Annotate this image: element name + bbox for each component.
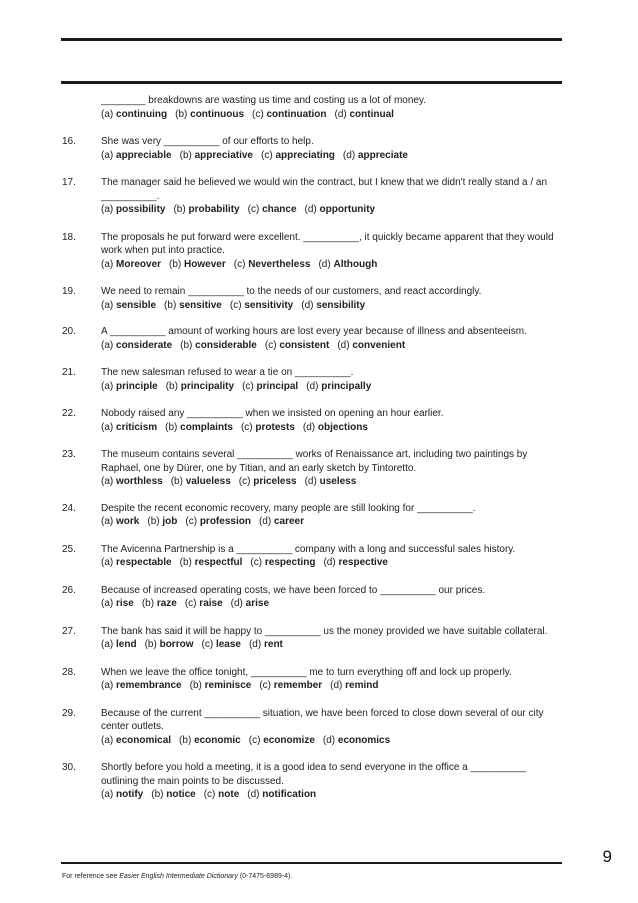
option-letter: (d) xyxy=(247,789,260,800)
question-stem: The new salesman refused to wear a tie on __________. xyxy=(101,367,354,378)
answer-option xyxy=(165,422,233,433)
answer-option xyxy=(101,204,165,215)
option-letter: (d) xyxy=(342,149,356,161)
option-letter: (a) xyxy=(101,598,114,609)
question-stem: She was very __________ of our efforts to help. xyxy=(101,136,314,147)
option-word: appreciative xyxy=(194,149,253,161)
answer-options xyxy=(101,380,562,394)
footer-prefix: For reference see xyxy=(62,873,120,880)
question-item xyxy=(62,135,562,162)
option-word: considerable xyxy=(195,339,257,351)
option-word: raise xyxy=(199,598,223,609)
option-word: notice xyxy=(166,789,196,800)
option-letter: (c) xyxy=(264,339,277,351)
option-letter: (d) xyxy=(334,108,347,120)
question-item xyxy=(62,94,562,121)
option-letter: (c) xyxy=(238,476,251,487)
option-word: possibility xyxy=(116,204,166,215)
question-item xyxy=(62,584,562,611)
question-stem: The museum contains several __________ works of Renaissance art, including two paintings by Raphael, one by Dürer, one by Titian, and an early sketch by Tintoretto. xyxy=(101,449,531,474)
option-word: opportunity xyxy=(319,204,376,215)
option-word: appreciating xyxy=(275,149,335,161)
option-letter: (d) xyxy=(323,557,336,568)
option-word: economize xyxy=(263,734,315,746)
option-letter: (d) xyxy=(230,598,243,609)
option-letter: (a) xyxy=(101,680,114,691)
question-item xyxy=(62,325,562,352)
answer-option xyxy=(145,639,194,650)
question-item xyxy=(62,761,562,802)
option-word: note xyxy=(218,789,240,800)
option-word: reminisce xyxy=(204,680,252,691)
footer-suffix: (0-7475-6989-4). xyxy=(237,873,293,880)
answer-option xyxy=(101,476,163,487)
option-word: principal xyxy=(256,380,299,392)
option-letter: (b) xyxy=(164,299,177,311)
option-letter: (b) xyxy=(175,108,188,120)
answer-option xyxy=(101,557,172,568)
option-letter: (d) xyxy=(337,339,350,351)
answer-option xyxy=(101,735,171,746)
answer-option xyxy=(101,150,172,161)
answer-option xyxy=(101,381,158,392)
option-letter: (c) xyxy=(248,734,261,746)
answer-option xyxy=(231,598,269,609)
question-number: 20. xyxy=(62,326,76,337)
option-letter: (c) xyxy=(229,299,242,311)
question-item xyxy=(62,231,562,272)
option-letter: (b) xyxy=(144,639,157,650)
option-word: remembrance xyxy=(116,680,182,691)
option-word: sensitive xyxy=(179,299,222,311)
option-letter: (a) xyxy=(101,204,114,215)
option-letter: (c) xyxy=(250,557,263,568)
question-number: 27. xyxy=(62,625,76,637)
answer-option xyxy=(204,789,240,800)
option-word: convenient xyxy=(352,339,406,351)
option-word: job xyxy=(162,516,178,527)
option-word: arise xyxy=(245,598,270,609)
answer-option xyxy=(249,735,315,746)
question-stem: Nobody raised any __________ when we insisted on opening an hour earlier. xyxy=(101,408,444,419)
question-number: 23. xyxy=(62,449,76,460)
answer-option xyxy=(185,516,251,527)
option-letter: (c) xyxy=(252,108,264,120)
answer-option xyxy=(330,680,378,691)
question-list xyxy=(62,94,562,802)
option-word: raze xyxy=(156,598,177,609)
footer-book-title: Easier English Intermediate Dictionary xyxy=(119,873,238,880)
option-word: However xyxy=(184,258,226,270)
answer-option xyxy=(179,735,241,746)
option-word: probability xyxy=(188,204,240,215)
question-stem: We need to remain __________ to the needs of our customers, and react accordingly. xyxy=(101,286,482,297)
option-letter: (d) xyxy=(248,639,262,650)
answer-options xyxy=(101,149,562,163)
answer-option xyxy=(180,340,257,351)
option-word: economic xyxy=(194,734,241,746)
answer-option xyxy=(249,639,283,650)
option-letter: (b) xyxy=(179,734,192,746)
question-stem: A __________ amount of working hours are lost every year because of illness and absenteeism. xyxy=(101,326,527,337)
answer-option xyxy=(259,516,304,527)
option-letter: (a) xyxy=(101,108,114,120)
option-letter: (a) xyxy=(101,380,114,392)
answer-options xyxy=(101,421,562,435)
question-stem: When we leave the office tonight, __________ me to turn everything off and lock up properly. xyxy=(101,666,512,678)
option-word: priceless xyxy=(253,476,297,487)
option-letter: (a) xyxy=(101,149,114,161)
answer-option xyxy=(142,598,177,609)
option-letter: (b) xyxy=(169,258,182,270)
answer-option xyxy=(169,259,226,270)
option-letter: (c) xyxy=(203,789,216,800)
answer-option xyxy=(247,789,316,800)
option-letter: (c) xyxy=(261,149,273,161)
answer-option xyxy=(323,557,388,568)
option-letter: (b) xyxy=(165,380,178,392)
option-letter: (b) xyxy=(147,516,160,527)
answer-option xyxy=(250,557,315,568)
option-word: economical xyxy=(116,734,172,746)
question-number: 21. xyxy=(62,367,76,378)
question-number: 17. xyxy=(62,177,76,188)
answer-option xyxy=(306,381,371,392)
option-word: career xyxy=(273,516,304,527)
option-letter: (a) xyxy=(101,339,114,351)
option-word: criticism xyxy=(116,421,158,433)
answer-option xyxy=(101,598,134,609)
option-word: notify xyxy=(116,789,144,800)
option-word: appreciate xyxy=(357,149,408,161)
option-word: sensibility xyxy=(316,299,366,311)
question-stem: The Avicenna Partnership is a __________ company with a long and successful sales history. xyxy=(101,543,516,555)
answer-options xyxy=(101,475,562,489)
option-letter: (d) xyxy=(322,734,336,746)
footer-rule xyxy=(61,862,562,864)
option-word: sensible xyxy=(116,299,157,311)
answer-option xyxy=(101,340,172,351)
option-word: principality xyxy=(180,380,235,392)
question-stem: The proposals he put forward were excellent. __________, it quickly became apparent that they would work when put into practice. xyxy=(101,231,557,256)
option-word: work xyxy=(116,516,140,527)
option-word: rise xyxy=(116,598,134,609)
option-word: respective xyxy=(338,557,388,568)
answer-options xyxy=(101,556,562,570)
answer-option xyxy=(201,639,240,650)
option-letter: (a) xyxy=(101,258,114,270)
option-word: remind xyxy=(345,680,379,691)
answer-option xyxy=(318,259,377,270)
option-letter: (a) xyxy=(101,421,114,433)
answer-option xyxy=(101,516,139,527)
question-item xyxy=(62,666,562,693)
option-letter: (b) xyxy=(170,476,183,487)
option-word: remember xyxy=(273,680,323,691)
answer-option xyxy=(337,340,405,351)
answer-option xyxy=(180,150,253,161)
answer-option xyxy=(239,476,297,487)
option-word: principle xyxy=(116,380,158,392)
question-stem: ________ breakdowns are wasting us time and costing us a lot of money. xyxy=(101,95,427,106)
option-word: principally xyxy=(321,380,372,392)
option-word: rent xyxy=(263,639,283,650)
option-word: respectable xyxy=(116,557,172,568)
answer-option xyxy=(230,300,293,311)
option-word: lend xyxy=(116,639,137,650)
answer-options xyxy=(101,108,562,122)
answer-option xyxy=(164,300,222,311)
option-letter: (d) xyxy=(306,380,319,392)
option-word: sensitivity xyxy=(244,299,294,311)
option-word: continual xyxy=(349,108,394,120)
answer-option xyxy=(101,109,167,120)
option-word: lease xyxy=(215,639,241,650)
question-stem: Because of the current __________ situation, we have been forced to close down several of our city center outlets. xyxy=(101,707,547,732)
question-number: 24. xyxy=(62,502,76,514)
option-letter: (a) xyxy=(101,299,114,311)
option-word: worthless xyxy=(116,476,163,487)
option-letter: (d) xyxy=(318,258,331,270)
answer-option xyxy=(190,680,252,691)
answer-option xyxy=(248,204,297,215)
answer-option xyxy=(261,150,335,161)
option-letter: (b) xyxy=(165,421,178,433)
answer-option xyxy=(101,422,157,433)
answer-option xyxy=(151,789,195,800)
option-letter: (c) xyxy=(247,204,260,215)
question-stem: The bank has said it will be happy to __________ us the money provided we have suitable collateral. xyxy=(101,625,548,637)
answer-option xyxy=(101,259,161,270)
option-letter: (b) xyxy=(151,789,164,800)
answer-option xyxy=(101,789,143,800)
option-letter: (b) xyxy=(180,339,193,351)
question-stem: The manager said he believed we would win the contract, but I knew that we didn't really stand a / an __________. xyxy=(101,177,550,202)
option-word: consistent xyxy=(279,339,330,351)
question-number: 26. xyxy=(62,584,76,596)
answer-option xyxy=(101,639,137,650)
question-item xyxy=(62,285,562,312)
answer-option xyxy=(323,735,390,746)
answer-options xyxy=(101,788,562,802)
answer-options xyxy=(101,638,562,652)
option-letter: (a) xyxy=(101,789,114,800)
answer-options xyxy=(101,734,562,748)
answer-options xyxy=(101,679,562,693)
answer-option xyxy=(305,476,357,487)
answer-option xyxy=(242,381,298,392)
question-number: 22. xyxy=(62,408,76,419)
option-letter: (d) xyxy=(304,204,317,215)
question-item xyxy=(62,448,562,489)
option-letter: (a) xyxy=(101,639,114,650)
option-word: appreciable xyxy=(116,149,172,161)
answer-options xyxy=(101,258,562,272)
answer-options xyxy=(101,339,562,353)
answer-option xyxy=(259,680,322,691)
answer-option xyxy=(101,300,156,311)
option-word: useless xyxy=(319,476,357,487)
answer-option xyxy=(303,422,368,433)
option-letter: (c) xyxy=(185,516,198,527)
option-word: Moreover xyxy=(116,258,162,270)
answer-option xyxy=(185,598,223,609)
answer-options xyxy=(101,515,562,529)
option-letter: (d) xyxy=(302,421,316,433)
question-item xyxy=(62,366,562,393)
option-word: continuing xyxy=(116,108,168,120)
option-word: continuous xyxy=(190,108,245,120)
question-number: 28. xyxy=(62,666,76,678)
answer-option xyxy=(252,109,326,120)
option-letter: (c) xyxy=(233,258,246,270)
option-word: profession xyxy=(199,516,251,527)
option-word: respecting xyxy=(264,557,316,568)
option-letter: (c) xyxy=(240,421,253,433)
question-item xyxy=(62,407,562,434)
header-rule-bottom xyxy=(61,81,562,84)
answer-option xyxy=(171,476,231,487)
option-letter: (c) xyxy=(259,680,271,691)
option-letter: (d) xyxy=(258,516,272,527)
option-letter: (b) xyxy=(173,204,186,215)
answer-option xyxy=(166,381,234,392)
option-letter: (b) xyxy=(179,149,192,161)
footer-reference xyxy=(62,873,292,880)
question-number: 16. xyxy=(62,136,76,147)
question-number: 29. xyxy=(62,707,76,719)
answer-option xyxy=(147,516,177,527)
answer-option xyxy=(101,680,182,691)
option-word: borrow xyxy=(159,639,194,650)
option-word: respectful xyxy=(194,557,243,568)
option-word: considerate xyxy=(116,339,173,351)
option-letter: (a) xyxy=(101,734,114,746)
answer-option xyxy=(301,300,365,311)
option-letter: (a) xyxy=(101,516,114,527)
answer-option xyxy=(241,422,295,433)
option-word: Nevertheless xyxy=(248,258,311,270)
page-number: 9 xyxy=(602,847,612,866)
option-word: continuation xyxy=(266,108,327,120)
answer-option xyxy=(305,204,376,215)
option-word: protests xyxy=(255,421,295,433)
option-word: economics xyxy=(337,734,391,746)
option-letter: (b) xyxy=(189,680,202,691)
option-word: Although xyxy=(333,258,378,270)
answer-option xyxy=(265,340,329,351)
answer-option xyxy=(173,204,239,215)
answer-options xyxy=(101,299,562,313)
question-item xyxy=(62,707,562,748)
answer-options xyxy=(101,597,562,611)
answer-option xyxy=(175,109,244,120)
question-number: 18. xyxy=(62,231,76,243)
option-letter: (a) xyxy=(101,476,114,487)
question-stem: Despite the recent economic recovery, many people are still looking for __________. xyxy=(101,502,476,514)
question-number: 19. xyxy=(62,286,76,297)
answer-options xyxy=(101,203,562,217)
question-number: 30. xyxy=(62,762,76,773)
answer-option xyxy=(343,150,408,161)
option-letter: (c) xyxy=(184,598,197,609)
option-letter: (c) xyxy=(242,380,254,392)
option-letter: (d) xyxy=(330,680,343,691)
option-word: objections xyxy=(317,421,368,433)
question-item xyxy=(62,543,562,570)
question-item xyxy=(62,502,562,529)
option-word: complaints xyxy=(180,421,233,433)
question-stem: Shortly before you hold a meeting, it is a good idea to send everyone in the office a __________ outlining the main points to be discussed. xyxy=(101,762,529,787)
option-letter: (d) xyxy=(304,476,317,487)
option-letter: (d) xyxy=(301,299,314,311)
question-number: 25. xyxy=(62,543,76,555)
question-stem: Because of increased operating costs, we have been forced to __________ our prices. xyxy=(101,584,486,596)
answer-option xyxy=(334,109,393,120)
option-word: notification xyxy=(262,789,317,800)
option-word: chance xyxy=(262,204,297,215)
question-item xyxy=(62,625,562,652)
option-letter: (c) xyxy=(201,639,214,650)
question-item xyxy=(62,176,562,217)
option-word: valueless xyxy=(185,476,231,487)
answer-option xyxy=(234,259,311,270)
option-letter: (b) xyxy=(141,598,155,609)
answer-option xyxy=(180,557,243,568)
header-rule-top xyxy=(61,38,562,41)
option-letter: (a) xyxy=(101,557,114,568)
option-letter: (b) xyxy=(179,557,192,568)
